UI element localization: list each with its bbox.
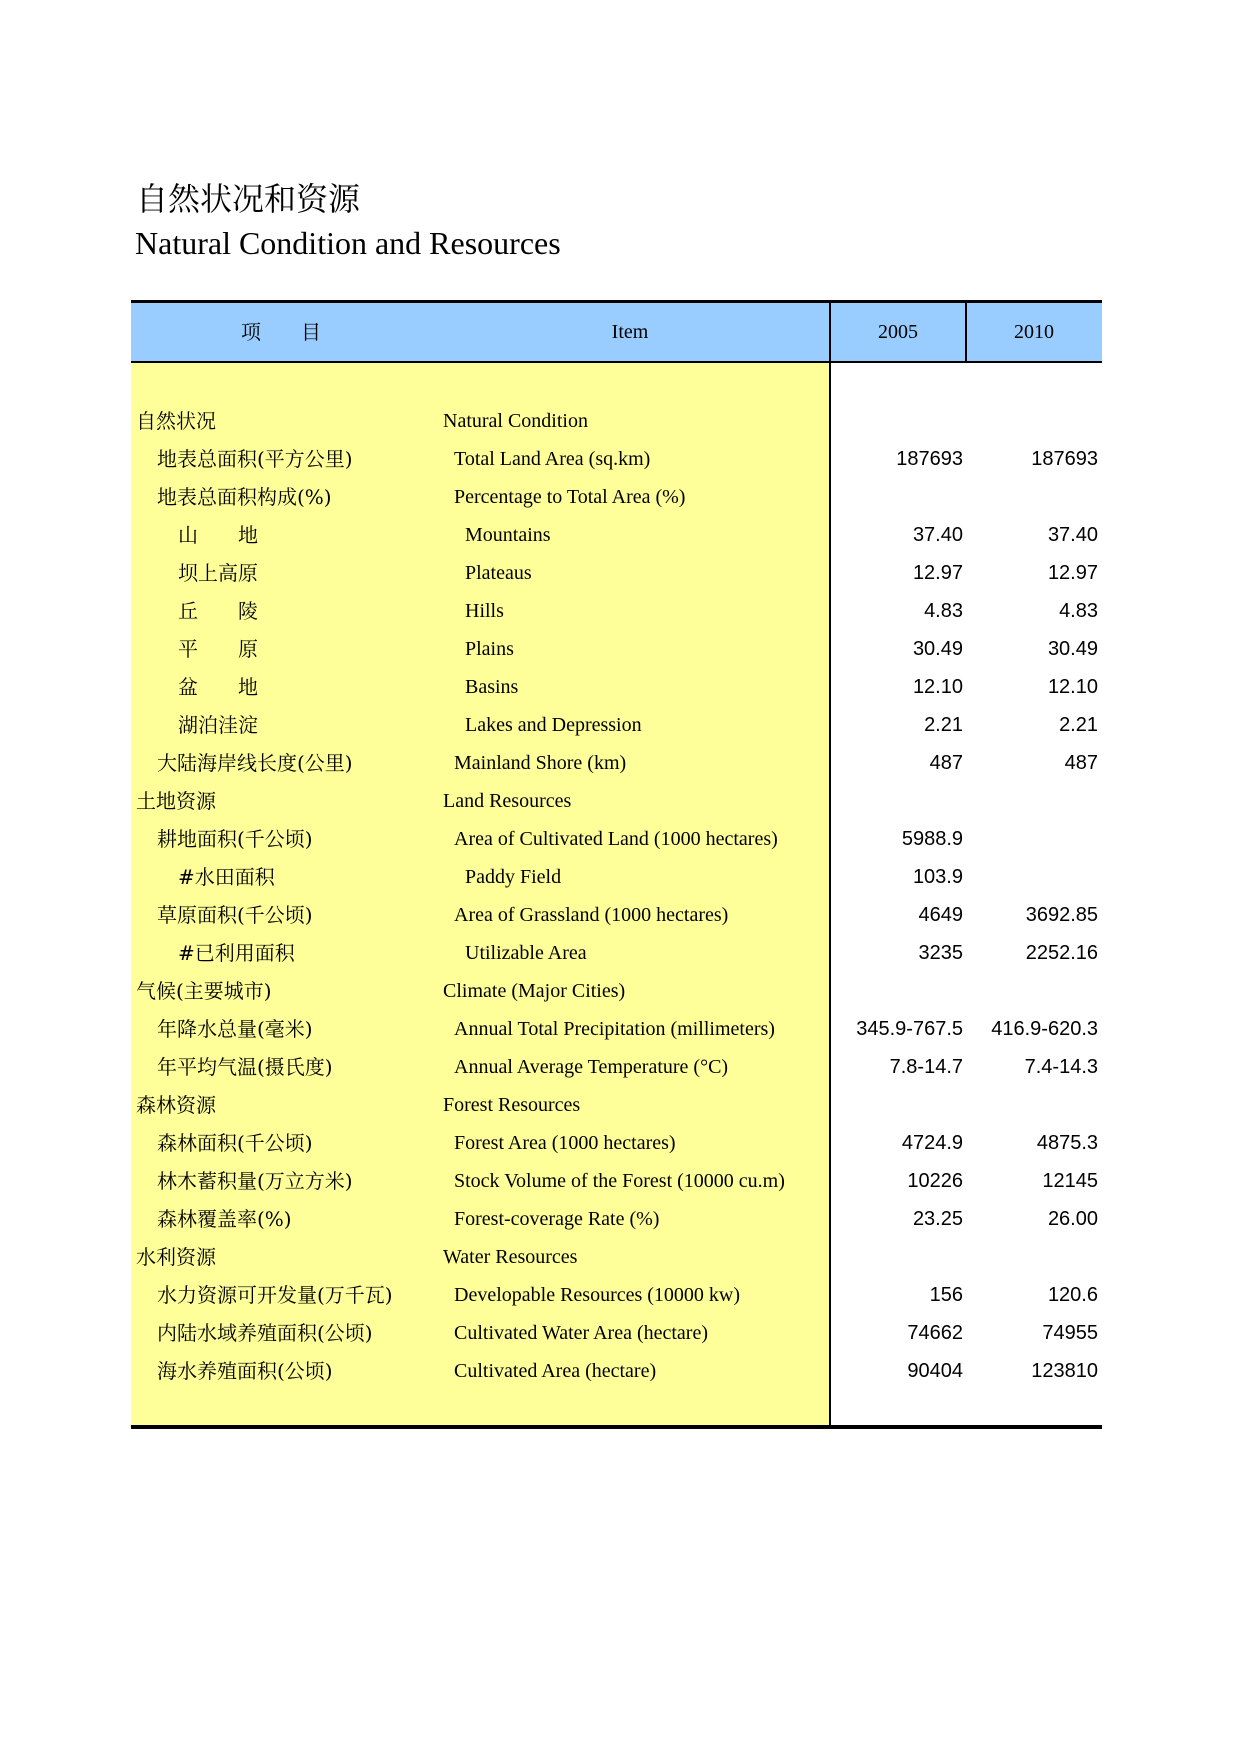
value-2010: 3692.85 <box>1025 904 1098 926</box>
row-label-en: Cultivated Area (hectare) <box>454 1360 657 1382</box>
row-label-en: Mountains <box>465 524 551 546</box>
row-label-en: Forest Area (1000 hectares) <box>454 1132 676 1154</box>
value-2010: 487 <box>1064 752 1098 774</box>
row-label-en: Basins <box>465 676 519 698</box>
table-row <box>131 934 1102 972</box>
row-label-zh: 林木蓄积量(万立方米) <box>157 1169 353 1193</box>
value-2005: 74662 <box>907 1322 963 1344</box>
value-2005: 37.40 <box>912 524 963 546</box>
row-label-en: Land Resources <box>443 790 572 812</box>
table-row <box>131 1048 1102 1086</box>
row-label-zh: 年平均气温(摄氏度) <box>157 1055 333 1079</box>
value-2005: 4649 <box>918 904 963 926</box>
header-item-zh: 项 目 <box>241 320 321 344</box>
table-row <box>131 516 1102 554</box>
row-label-en: Hills <box>465 600 504 622</box>
row-label-zh: 地表总面积构成(%) <box>157 485 332 509</box>
row-label-en: Utilizable Area <box>465 942 587 964</box>
value-2010: 416.9-620.3 <box>991 1018 1098 1040</box>
row-label-zh: 大陆海岸线长度(公里) <box>157 751 353 775</box>
row-label-zh: 山 地 <box>178 523 258 547</box>
table-row <box>131 1086 1102 1124</box>
statistics-table <box>131 300 1102 1428</box>
row-label-zh: 湖泊洼淀 <box>178 713 258 737</box>
row-label-en: Total Land Area (sq.km) <box>454 448 651 470</box>
value-2005: 12.97 <box>912 562 963 584</box>
row-label-en: Area of Cultivated Land (1000 hectares) <box>454 828 778 850</box>
table-row <box>131 668 1102 706</box>
value-2010: 12.97 <box>1047 562 1098 584</box>
value-2010: 12145 <box>1042 1170 1098 1192</box>
row-label-zh: 坝上高原 <box>178 561 258 585</box>
header-item-en: Item <box>611 321 649 343</box>
table-row <box>131 896 1102 934</box>
value-2010: 26.00 <box>1047 1208 1098 1230</box>
value-2010: 4875.3 <box>1036 1132 1098 1154</box>
row-label-zh: 森林资源 <box>136 1093 216 1117</box>
row-label-zh: 海水养殖面积(公顷) <box>157 1359 333 1383</box>
row-label-en: Plateaus <box>465 562 532 584</box>
value-2010: 187693 <box>1031 448 1098 470</box>
row-label-en: Cultivated Water Area (hectare) <box>454 1322 709 1344</box>
table-row <box>131 744 1102 782</box>
value-2005: 4.83 <box>924 600 963 622</box>
value-2010: 4.83 <box>1059 600 1098 622</box>
value-2005: 345.9-767.5 <box>856 1018 963 1040</box>
row-label-en: Forest-coverage Rate (%) <box>454 1208 660 1230</box>
table-row <box>131 1162 1102 1200</box>
row-label-en: Annual Total Precipitation (millimeters) <box>454 1018 775 1040</box>
value-2010: 12.10 <box>1047 676 1098 698</box>
value-2010: 7.4-14.3 <box>1024 1056 1098 1078</box>
value-2005: 12.10 <box>912 676 963 698</box>
value-2005: 30.49 <box>912 638 963 660</box>
row-label-en: Lakes and Depression <box>465 714 642 736</box>
row-label-zh: 盆 地 <box>178 675 258 699</box>
value-2005: 23.25 <box>912 1208 963 1230</box>
header-year-2005: 2005 <box>878 321 918 343</box>
header-year-2010: 2010 <box>1014 321 1054 343</box>
page-title-english: Natural Condition and Resources <box>135 225 561 261</box>
row-label-en: Area of Grassland (1000 hectares) <box>454 904 729 926</box>
table-row <box>131 972 1102 1010</box>
table-bottom-rule <box>131 1425 1102 1429</box>
row-label-zh: 水力资源可开发量(万千瓦) <box>157 1283 393 1307</box>
row-label-en: Stock Volume of the Forest (10000 cu.m) <box>454 1170 785 1192</box>
table-row <box>131 858 1102 896</box>
row-label-zh: 气候(主要城市) <box>136 979 272 1003</box>
row-label-zh: 水利资源 <box>136 1245 216 1269</box>
table-row <box>131 1314 1102 1352</box>
value-2005: 90404 <box>907 1360 963 1382</box>
row-label-zh: #水田面积 <box>178 865 275 889</box>
value-2010: 37.40 <box>1047 524 1098 546</box>
value-2005: 7.8-14.7 <box>889 1056 963 1078</box>
row-label-zh: 自然状况 <box>136 409 216 433</box>
row-label-en: Plains <box>465 638 514 660</box>
row-label-en: Mainland Shore (km) <box>454 752 627 774</box>
table-row <box>131 478 1102 516</box>
row-label-en: Annual Average Temperature (°C) <box>454 1056 729 1078</box>
value-2010: 30.49 <box>1047 638 1098 660</box>
row-label-en: Percentage to Total Area (%) <box>454 486 686 508</box>
value-2010: 123810 <box>1031 1360 1098 1382</box>
row-label-en: Water Resources <box>443 1246 578 1268</box>
row-label-zh: 内陆水域养殖面积(公顷) <box>157 1321 373 1345</box>
value-2005: 156 <box>929 1284 963 1306</box>
table-row <box>131 1238 1102 1276</box>
value-2005: 187693 <box>896 448 963 470</box>
table-row <box>131 706 1102 744</box>
row-label-zh: 耕地面积(千公顷) <box>157 827 313 851</box>
value-2005: 5988.9 <box>901 828 963 850</box>
value-2010: 120.6 <box>1047 1284 1098 1306</box>
value-2005: 103.9 <box>912 866 963 888</box>
table-row <box>131 402 1102 440</box>
table-row <box>131 440 1102 478</box>
row-label-zh: 土地资源 <box>136 789 216 813</box>
row-label-zh: 年降水总量(毫米) <box>157 1017 313 1041</box>
row-label-zh: 森林面积(千公顷) <box>157 1131 313 1155</box>
table-row <box>131 1352 1102 1390</box>
table-row <box>131 782 1102 820</box>
table-row <box>131 1276 1102 1314</box>
value-2005: 487 <box>929 752 963 774</box>
year-header-divider <box>965 303 967 361</box>
value-2005: 2.21 <box>924 714 963 736</box>
table-row <box>131 820 1102 858</box>
value-2010: 2252.16 <box>1025 942 1098 964</box>
row-label-en: Forest Resources <box>443 1094 581 1116</box>
row-label-zh: 平 原 <box>178 637 258 661</box>
table-header <box>131 303 1102 363</box>
row-label-zh: 丘 陵 <box>178 599 258 623</box>
table-row <box>131 592 1102 630</box>
value-2005: 3235 <box>918 942 963 964</box>
page-title-chinese: 自然状况和资源 <box>136 180 361 218</box>
row-label-en: Climate (Major Cities) <box>443 980 626 1002</box>
value-2010: 2.21 <box>1059 714 1098 736</box>
row-label-en: Natural Condition <box>443 410 588 432</box>
table-row <box>131 1124 1102 1162</box>
table-row <box>131 630 1102 668</box>
row-label-zh: 地表总面积(平方公里) <box>157 447 353 471</box>
row-label-en: Paddy Field <box>465 866 562 888</box>
row-label-zh: #已利用面积 <box>178 941 295 965</box>
value-2005: 4724.9 <box>901 1132 963 1154</box>
row-label-en: Developable Resources (10000 kw) <box>454 1284 741 1306</box>
row-label-zh: 森林覆盖率(%) <box>157 1207 292 1231</box>
value-2010: 74955 <box>1042 1322 1098 1344</box>
table-row <box>131 1200 1102 1238</box>
value-2005: 10226 <box>907 1170 963 1192</box>
row-label-zh: 草原面积(千公顷) <box>157 903 313 927</box>
table-row <box>131 1010 1102 1048</box>
table-row <box>131 554 1102 592</box>
